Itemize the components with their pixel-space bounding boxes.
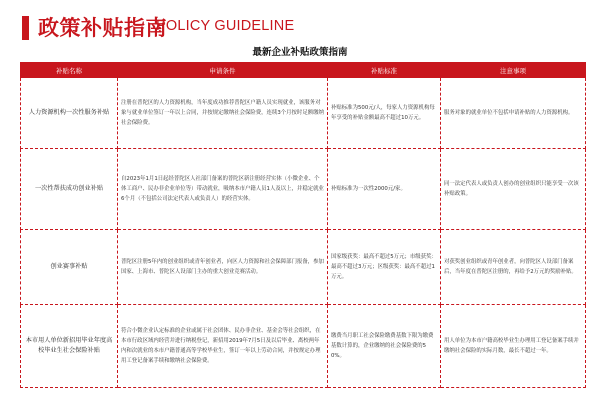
subsidy-condition: 符合小微企业认定标准的企业或属于社会团体、民办非企业、基金会等社会组织，在本市行政区域内经营并进行纳税登记，新招用2019年7月5日及以后毕业、离校两年内和次就业的本市户籍普通高等学校毕业生，签订一年以上劳动合同，并按规定办理用工登记备案手续和缴纳社会保险费。	[118, 305, 328, 388]
column-header-condition: 申请条件	[118, 63, 328, 78]
table-row	[21, 230, 586, 305]
column-header-name: 补贴名称	[21, 63, 118, 78]
subsidy-note: 服务对象的就业单位不包括申请补贴的人力资源机构。	[441, 78, 586, 149]
subsidy-standard: 补贴标准为一次性2000元/家。	[328, 149, 441, 230]
subsidy-name: 人力资源机构一次性服务补贴	[21, 78, 118, 149]
subsidy-condition: 普陀区注册5年内的创业组织或青年创业者，向区人力资源和社会保障部门报备，参加国家、上海市、普陀区人设部门主办的重大创业竞赛活动。	[118, 230, 328, 305]
table-header-row	[21, 63, 586, 78]
subsidy-name: 创业赛事补贴	[21, 230, 118, 305]
subsidy-standard: 国家级获奖：最高不超过5万元；市级获奖：最高不超过3万元；区级获奖：最高不超过1万元。	[328, 230, 441, 305]
subsidy-condition: 注册在普陀区的人力资源机构，当年度成功推荐普陀区户籍人员实现就业，该服务对象与就业单位签订一年以上合同，并按规定缴纳社会保险费，连续3个月按时足额缴纳社会保险费。	[118, 78, 328, 149]
subsidy-name: 本市用人单位新招用毕业年度高校毕业生社会保险补贴	[21, 305, 118, 388]
page-title-cn: 政策补贴指南	[38, 16, 167, 40]
subsidy-standard: 补贴标准为500元/人，每家人力资源机构每年享受的补贴金额最高不超过10万元。	[328, 78, 441, 149]
page-title-en: POLICY GUIDELINE	[156, 18, 295, 34]
column-header-standard: 补贴标准	[328, 63, 441, 78]
table-row	[21, 78, 586, 149]
table-row	[21, 305, 586, 388]
subsidy-note: 同一法定代表人或负责人创办的创业组织只能享受一次该补贴政策。	[441, 149, 586, 230]
subsidy-name: 一次性帮扶成功创业补贴	[21, 149, 118, 230]
column-header-note: 注意事项	[441, 63, 586, 78]
table-title: 最新企业补贴政策指南	[252, 47, 348, 58]
subsidy-standard: 缴费当月职工社会保险缴费基数下限为缴费基数计算的，企业缴纳的社会保险费的50%。	[328, 305, 441, 388]
policy-table	[20, 62, 586, 388]
subsidy-condition: 自2023年1月1日起经普陀区人社部门备案的普陀区新注册经营实体（小微企业、个体工商户、民办非企业单位等）带动就业，吸纳本市户籍人员1人及以上，并稳定就业6个月（不包括公司法定代表人或负责人）的经营实体。	[118, 149, 328, 230]
subsidy-note: 对获奖创业组织或青年创业者，向普陀区人设部门备案后，当年度在普陀区注册的，再给予2万元的奖励补贴。	[441, 230, 586, 305]
header-accent-bar	[22, 16, 29, 40]
subsidy-note: 用人单位为本市户籍高校毕业生办理用工登记备案手续并缴纳社会保险的实际月数，最长不超过一年。	[441, 305, 586, 388]
table-row	[21, 149, 586, 230]
